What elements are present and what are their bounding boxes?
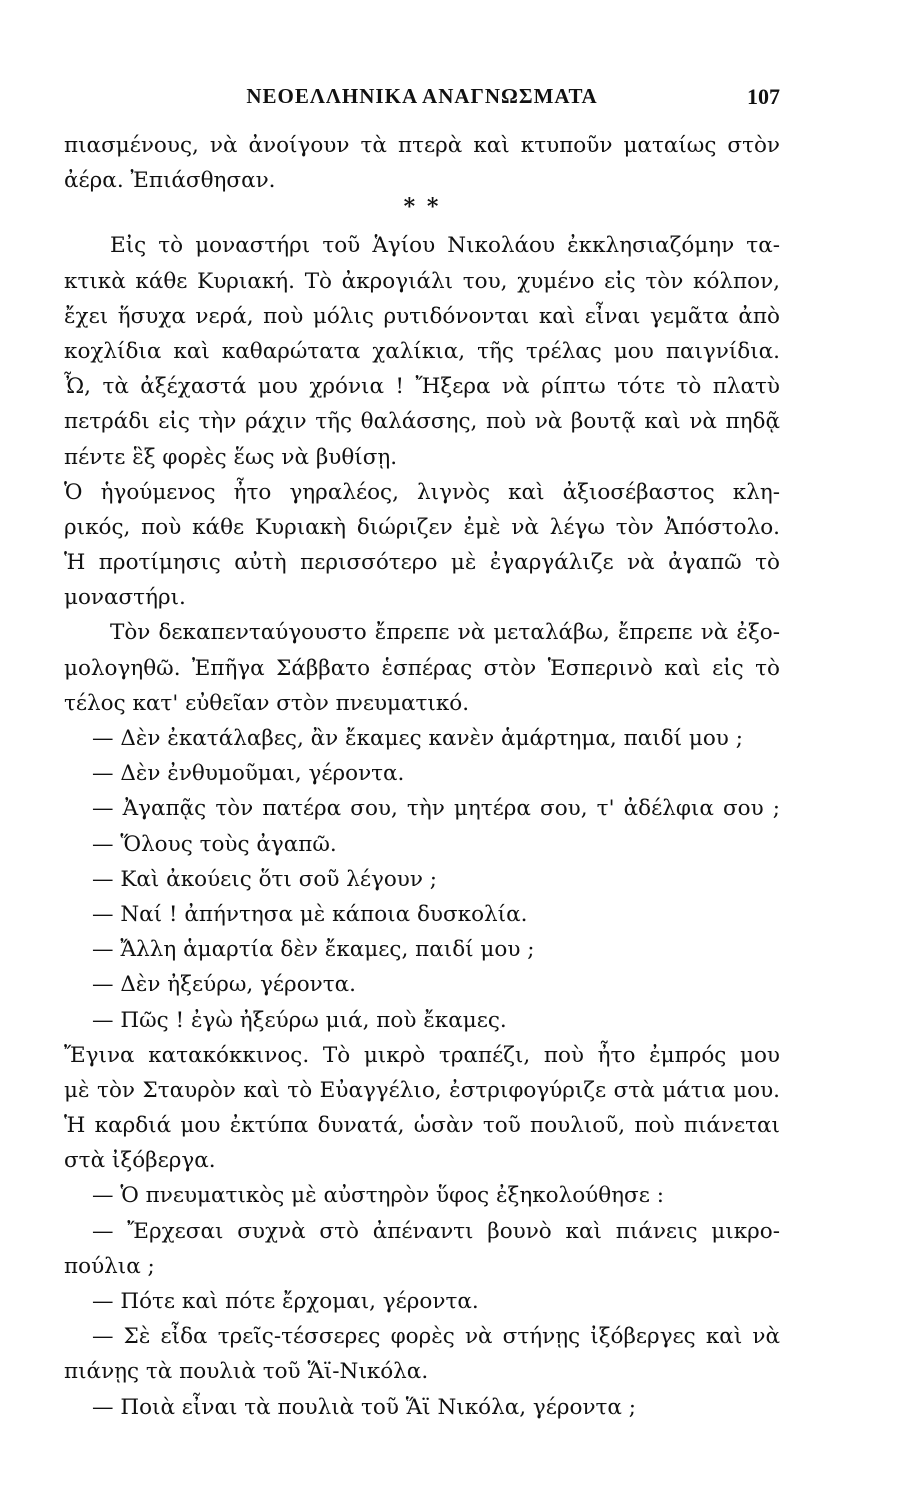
dialogue-line: — Ἔρχεσαι συχνὰ στὸ ἀπέναντι βουνὸ καὶ πιάνεις μικρο-	[92, 1218, 780, 1244]
text-line: μοναστήρι.	[64, 585, 186, 611]
text-line: Τὸν δεκαπενταύγουστο ἔπρεπε νὰ μεταλάβω, ἔπρεπε νὰ ἐξο-	[110, 620, 780, 646]
dialogue-line: — Ποιὰ εἶναι τὰ πουλιὰ τοῦ Ἅϊ Νικόλα, γέροντα ;	[92, 1394, 637, 1420]
text-line: ρικός, ποὺ κάθε Κυριακὴ διώριζεν ἐμὲ νὰ λέγω τὸν Ἀπόστολο.	[64, 514, 780, 540]
dialogue-line: — Ναί ! ἀπήντησα μὲ κάποια δυσκολία.	[92, 901, 528, 927]
dialogue-line: — Ὅλους τοὺς ἀγαπῶ.	[92, 831, 337, 857]
dialogue-line: — Καὶ ἀκούεις ὅτι σοῦ λέγουν ;	[92, 866, 437, 892]
asterism-glyphs: * *	[403, 194, 441, 221]
text-line: πούλια ;	[64, 1253, 155, 1279]
text-line: Ὁ ἡγούμενος ἦτο γηραλέος, λιγνὸς καὶ ἀξιοσέβαστος κλη-	[64, 479, 780, 505]
text-line: ἀέρα. Ἐπιάσθησαν.	[64, 168, 276, 194]
text-line: στὰ ἰξόβεργα.	[64, 1148, 216, 1174]
dialogue-line: — Δὲν ἐκατάλαβες, ἂν ἔκαμες κανὲν ἁμάρτημα, παιδί μου ;	[92, 726, 743, 751]
dialogue-line: — Πότε καὶ πότε ἔρχομαι, γέροντα.	[92, 1289, 479, 1314]
dialogue-line: — Ἀγαπᾷς τὸν πατέρα σου, τὴν μητέρα σου, τ' ἀδέλφια σου ;	[92, 796, 780, 822]
text-line: ἔχει ἥσυχα νερά, ποὺ μόλις ρυτιδόνονται καὶ εἶναι γεμᾶτα ἀπὸ	[64, 303, 780, 329]
dialogue-line: — Πῶς ! ἐγὼ ἠξεύρω μιά, ποὺ ἔκαμες.	[92, 1007, 507, 1033]
section-break-asterism	[64, 194, 780, 228]
text-line: μολογηθῶ. Ἐπῆγα Σάββατο ἑσπέρας στὸν Ἑσπερινὸ καὶ εἰς τὸ	[64, 655, 780, 681]
page-header	[64, 84, 780, 114]
text-line: πιασμένους, νὰ ἀνοίγουν τὰ πτερὰ καὶ κτυποῦν ματαίως στὸν	[64, 133, 780, 158]
text-line: Ἡ καρδιά μου ἐκτύπα δυνατά, ὡσὰν τοῦ πουλιοῦ, ποὺ πιάνεται	[64, 1113, 780, 1139]
text-line: μὲ τὸν Σταυρὸν καὶ τὸ Εὐαγγέλιο, ἐστριφογύριζε στὰ μάτια μου.	[64, 1077, 780, 1103]
dialogue-line: — Ἄλλη ἁμαρτία δὲν ἔκαμες, παιδί μου ;	[92, 937, 535, 963]
body-text	[64, 128, 780, 1425]
dialogue-line: — Δὲν ἐνθυμοῦμαι, γέροντα.	[92, 761, 405, 787]
text-line: κοχλίδια καὶ καθαρώτατα χαλίκια, τῆς τρέλας μου παιγνίδια.	[64, 338, 780, 364]
text-line: τέλος κατ' εὐθεῖαν στὸν πνευματικό.	[64, 690, 470, 716]
text-line: Ἡ προτίμησις αὐτὴ περισσότερο μὲ ἐγαργάλιζε νὰ ἀγαπῶ τὸ	[64, 550, 780, 576]
text-line: πέντε ἓξ φορὲς ἕως νὰ βυθίσῃ.	[64, 444, 398, 470]
dialogue-line: — Σὲ εἶδα τρεῖς-τέσσερες φορὲς νὰ στήνῃς ἰξόβεργες καὶ νὰ	[92, 1324, 780, 1350]
page-number: 107	[747, 84, 780, 109]
running-title: ΝΕΟΕΛΛΗΝΙΚΑ ΑΝΑΓΝΩΣΜΑΤΑ	[246, 84, 598, 108]
text-line: πετράδι εἰς τὴν ράχιν τῆς θαλάσσης, ποὺ νὰ βουτᾷ καὶ νὰ πηδᾷ	[64, 409, 780, 435]
dialogue-line: — Ὁ πνευματικὸς μὲ αὐστηρὸν ὕφος ἐξηκολούθησε :	[92, 1183, 664, 1209]
text-line: κτικὰ κάθε Κυριακή. Τὸ ἀκρογιάλι του, χυμένο εἰς τὸν κόλπον,	[64, 268, 780, 294]
text-line: Ἔγινα κατακόκκινος. Τὸ μικρὸ τραπέζι, ποὺ ἦτο ἐμπρός μου	[64, 1042, 780, 1068]
text-line: Εἰς τὸ μοναστήρι τοῦ Ἁγίου Νικολάου ἐκκλησιαζόμην τα-	[110, 233, 780, 259]
text-line: Ὦ, τὰ ἀξέχαστά μου χρόνια ! Ἤξερα νὰ ρίπτω τότε τὸ πλατὺ	[64, 374, 780, 400]
text-line: πιάνῃς τὰ πουλιὰ τοῦ Ἅϊ-Νικόλα.	[64, 1359, 429, 1385]
dialogue-line: — Δὲν ἠξεύρω, γέροντα.	[92, 972, 356, 998]
